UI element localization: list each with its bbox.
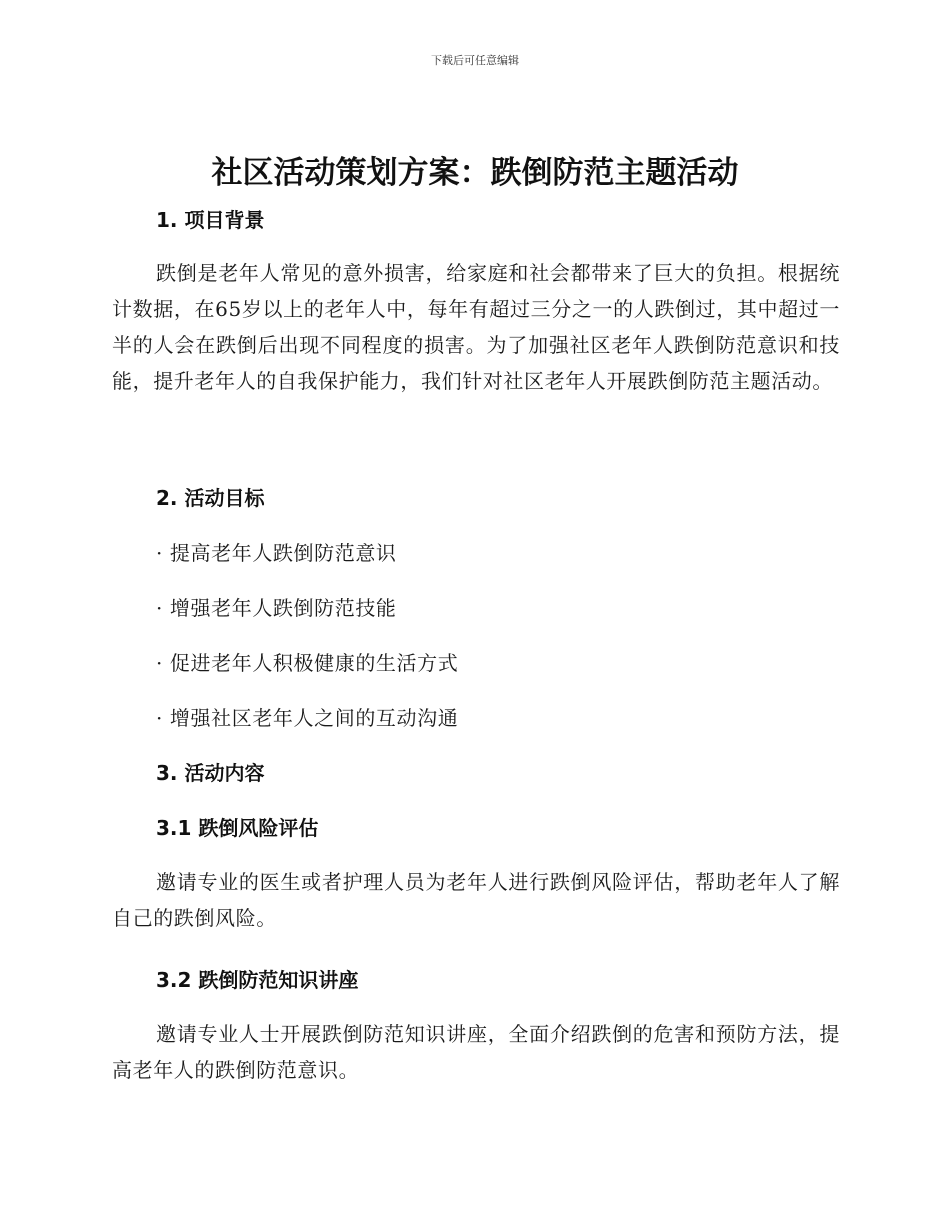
document-title: 社区活动策划方案：跌倒防范主题活动 — [211, 155, 739, 191]
goal-bullet-item: · 促进老年人积极健康的生活方式 — [156, 651, 459, 675]
section-heading-goals: 2. 活动目标 — [156, 486, 265, 510]
section-heading-background: 1. 项目背景 — [156, 208, 265, 232]
subsection-heading-lecture: 3.2 跌倒防范知识讲座 — [156, 968, 359, 992]
section-heading-content: 3. 活动内容 — [156, 761, 265, 785]
risk-assessment-paragraph: 邀请专业的医生或者护理人员为老年人进行跌倒风险评估，帮助老年人了解自己的跌倒风险。 — [112, 870, 840, 930]
subsection-heading-risk-assessment: 3.1 跌倒风险评估 — [156, 816, 319, 840]
lecture-paragraph: 邀请专业人士开展跌倒防范知识讲座，全面介绍跌倒的危害和预防方法，提高老年人的跌倒防范意识。 — [112, 1022, 840, 1082]
page-header: 下载后可任意编辑 — [431, 54, 519, 67]
goal-bullet-item: · 增强社区老年人之间的互动沟通 — [156, 706, 459, 730]
goal-bullet-item: · 增强老年人跌倒防范技能 — [156, 596, 397, 620]
background-paragraph: 跌倒是老年人常见的意外损害，给家庭和社会都带来了巨大的负担。根据统计数据，在65岁以上的老年人中，每年有超过三分之一的人跌倒过，其中超过一半的人会在跌倒后出现不同程度的损害。为了加强社区老年人跌倒防范意识和技能，提升老年人的自我保护能力，我们针对社区老年人开展跌倒防范主题活动。 — [112, 261, 840, 393]
goal-bullet-item: · 提高老年人跌倒防范意识 — [156, 541, 397, 565]
